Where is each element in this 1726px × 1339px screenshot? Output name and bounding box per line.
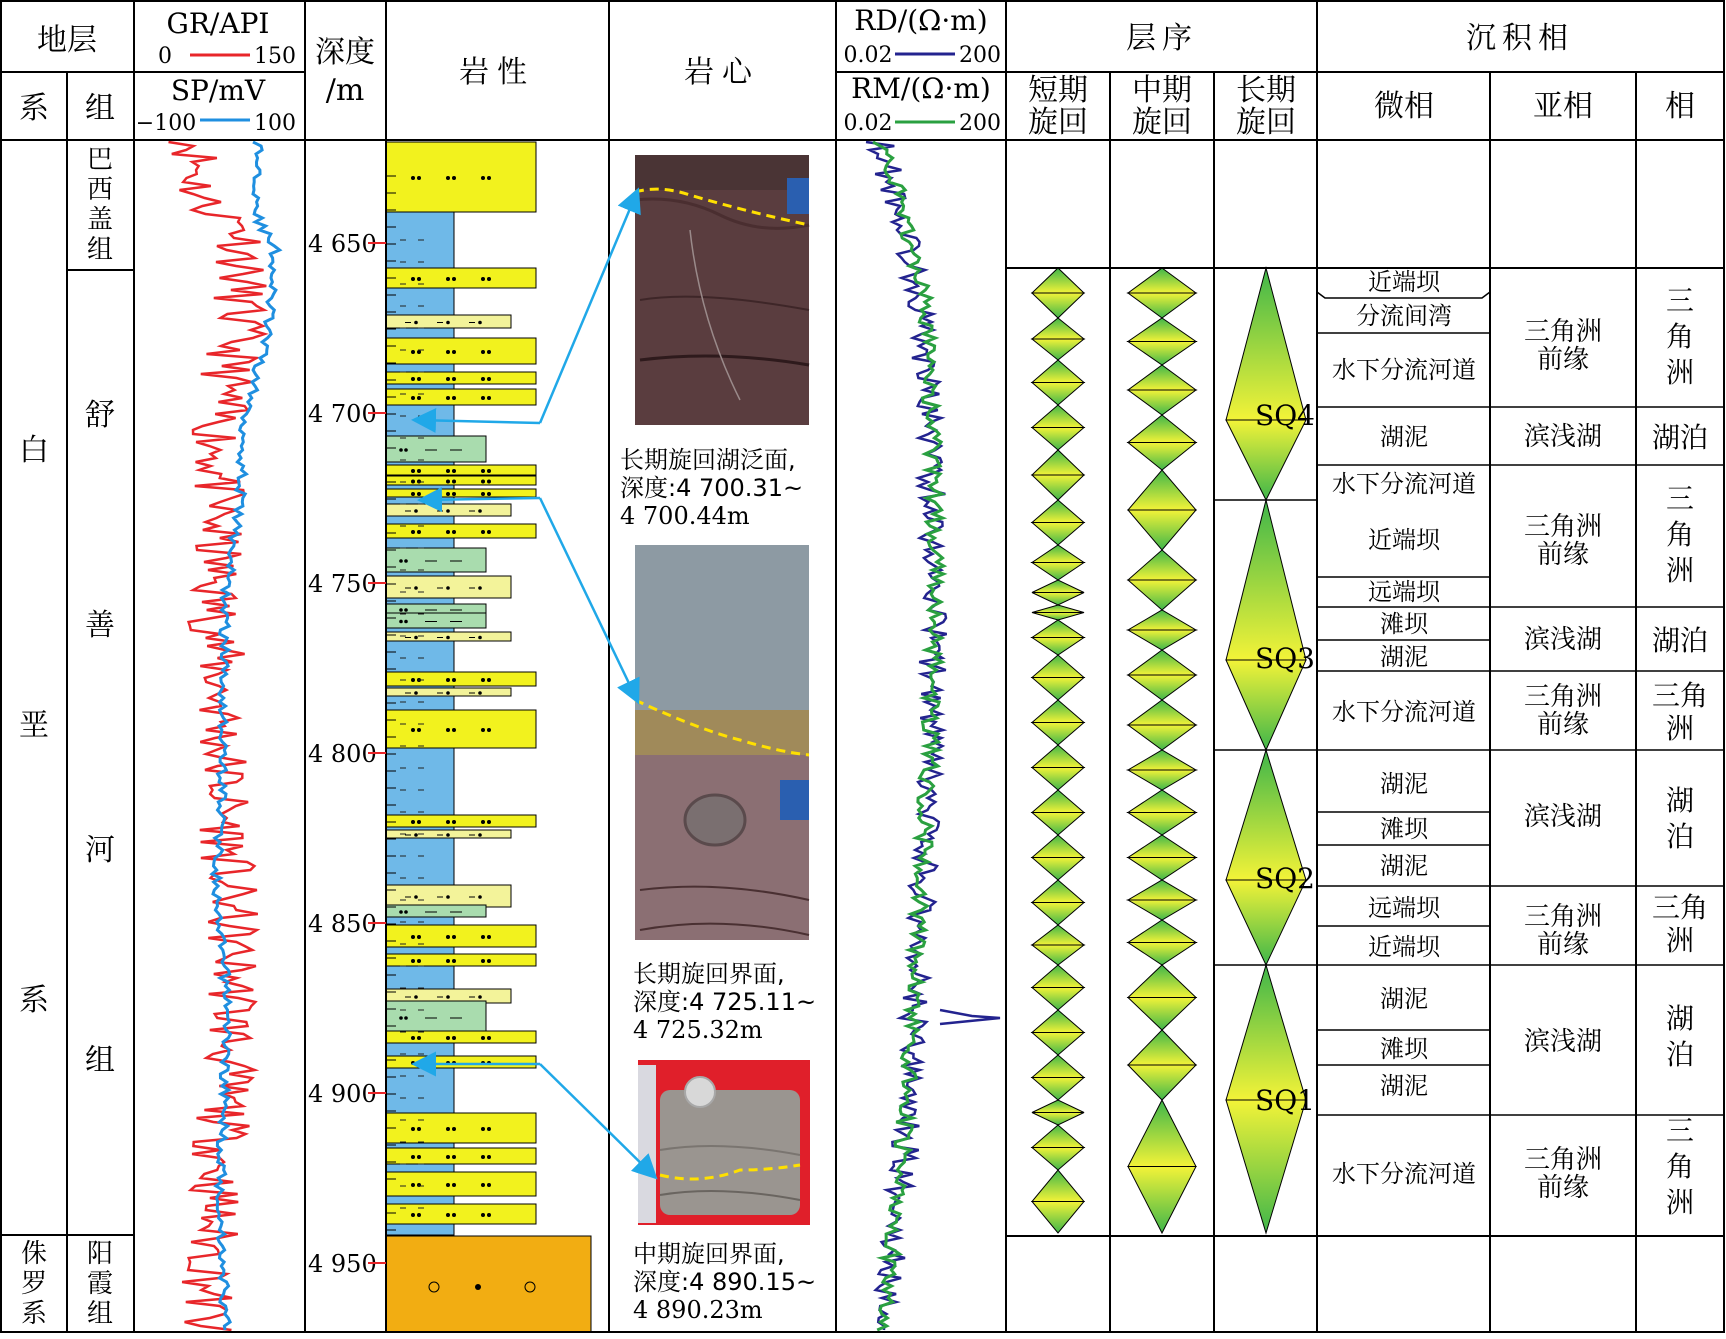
- formation-2-char-3: 河: [85, 833, 115, 868]
- sand-dot: [487, 277, 491, 281]
- system-label-1-char-3: 系: [19, 983, 49, 1018]
- microfacies-2: 分流间湾: [1356, 302, 1452, 330]
- muddy-silt-dot: [399, 559, 403, 563]
- sand-dot: [481, 1155, 485, 1159]
- sequence-label-sq4: SQ4: [1255, 399, 1315, 432]
- sp-max: 100: [254, 111, 296, 136]
- sand-dot: [487, 396, 491, 400]
- subfacies-3-line-1: 三角洲: [1523, 512, 1603, 542]
- sand-dot: [446, 492, 450, 496]
- sand-dot: [481, 492, 485, 496]
- short-cycle-header-2: 旋回: [1028, 105, 1088, 140]
- stratum-header: 地层: [37, 23, 97, 58]
- muddy-silt-dot: [404, 559, 408, 563]
- facies-3-char-1: 三: [1665, 482, 1695, 515]
- lithology-bed-30: [386, 1056, 536, 1068]
- depth-header-2: /m: [325, 73, 365, 108]
- sand-dot: [411, 1183, 415, 1187]
- sand-dot: [417, 492, 421, 496]
- microfacies-18: 湖泥: [1380, 1072, 1428, 1100]
- sand-dot: [452, 820, 456, 824]
- silt-dot: [446, 509, 450, 513]
- silt-dot: [478, 636, 482, 640]
- facies-7-line-1: 三角: [1651, 891, 1709, 924]
- core-caption-3-line-2: 深度:4 890.15~: [633, 1268, 817, 1296]
- formation-3-char-2: 霞: [86, 1269, 114, 1299]
- microfacies-header: 微相: [1374, 89, 1434, 124]
- short-cycle-header-1: 短期: [1028, 73, 1088, 108]
- subfacies-5-line-2: 前缘: [1536, 710, 1590, 740]
- facies-3-char-2: 角: [1665, 518, 1695, 551]
- sand-dot: [417, 350, 421, 354]
- depth-tick-label-4700: 4 700: [308, 400, 377, 428]
- lithology-bed-6: [386, 389, 536, 405]
- sand-dot: [411, 820, 415, 824]
- sand-dot: [487, 1127, 491, 1131]
- muddy-silt-dot: [399, 448, 403, 452]
- sand-dot: [487, 176, 491, 180]
- microfacies-12: 滩坝: [1380, 815, 1428, 843]
- silt-dot: [414, 636, 418, 640]
- sand-dot: [411, 1036, 415, 1040]
- sand-dot: [452, 1036, 456, 1040]
- long-cycle-header-1: 长期: [1236, 73, 1296, 108]
- sand-dot: [481, 820, 485, 824]
- sand-dot: [487, 935, 491, 939]
- silt-dot: [478, 586, 482, 590]
- sand-dot: [481, 1036, 485, 1040]
- sand-dot: [446, 959, 450, 963]
- sand-dot: [452, 935, 456, 939]
- muddy-silt-dot: [404, 910, 408, 914]
- rm-title: RM/(Ω·m): [851, 72, 991, 105]
- depth-tick-label-4950: 4 950: [308, 1250, 377, 1278]
- silt-dot: [446, 321, 450, 325]
- sand-dot: [411, 350, 415, 354]
- rm-min: 0.02: [843, 111, 893, 136]
- silt-dot: [414, 833, 418, 837]
- lithology-bed-10: [386, 489, 536, 497]
- sand-dot: [446, 350, 450, 354]
- sand-dot: [452, 469, 456, 473]
- silt-dot: [414, 321, 418, 325]
- silt-dot: [414, 509, 418, 513]
- rd-max: 200: [959, 43, 1001, 68]
- silt-dot: [478, 895, 482, 899]
- facies-4: 湖泊: [1651, 624, 1709, 657]
- subfacies-header: 亚相: [1533, 89, 1593, 124]
- facies-header: 相: [1665, 89, 1695, 124]
- sand-dot: [411, 678, 415, 682]
- silt-dot: [478, 833, 482, 837]
- subfacies-7-line-1: 三角洲: [1523, 902, 1603, 932]
- sand-dot: [452, 678, 456, 682]
- microfacies-13: 湖泥: [1380, 852, 1428, 880]
- subfacies-6: 滨浅湖: [1523, 802, 1603, 832]
- microfacies-8: 滩坝: [1380, 610, 1428, 638]
- core-header: 岩心: [684, 55, 760, 90]
- microfacies-4: 湖泥: [1380, 423, 1428, 451]
- sand-dot: [446, 1127, 450, 1131]
- subfacies-9-line-1: 三角洲: [1523, 1145, 1603, 1175]
- subfacies-1-line-1: 三角洲: [1523, 317, 1603, 347]
- sand-dot: [411, 176, 415, 180]
- microfacies-15: 近端坝: [1368, 933, 1440, 961]
- silt-dot: [414, 995, 418, 999]
- facies-7-line-2: 洲: [1665, 924, 1695, 957]
- formation-2-char-2: 善: [85, 608, 115, 643]
- lithology-bed-8: [386, 465, 536, 475]
- microfacies-17: 滩坝: [1380, 1035, 1428, 1063]
- core-caption-1-line-2: 深度:4 700.31~: [620, 474, 804, 502]
- lithology-bed-34: [386, 1204, 536, 1224]
- lithology-bed-29: [386, 1031, 536, 1043]
- sand-dot: [446, 176, 450, 180]
- formation-1-char-2: 西: [86, 175, 114, 205]
- sand-dot: [487, 530, 491, 534]
- facies-6-line-1: 湖: [1665, 784, 1695, 817]
- sand-dot: [446, 935, 450, 939]
- muddy-silt-dot: [399, 620, 403, 624]
- sand-dot: [417, 1127, 421, 1131]
- system-label-2-char-1: 侏: [20, 1239, 48, 1269]
- silt-dot: [478, 691, 482, 695]
- lithology-bed-20: [386, 710, 536, 748]
- sand-dot: [481, 480, 485, 484]
- sand-dot: [481, 1127, 485, 1131]
- sand-dot: [417, 820, 421, 824]
- core-caption-2-line-1: 长期旋回界面,: [633, 960, 785, 988]
- depth-tick-label-4800: 4 800: [308, 740, 377, 768]
- lithology-header: 岩性: [459, 55, 535, 90]
- sand-dot: [481, 277, 485, 281]
- facies-1-char-2: 角: [1665, 320, 1695, 353]
- formation-2-char-1: 舒: [85, 398, 115, 433]
- sand-dot: [481, 377, 485, 381]
- conglomerate-bed: [386, 1236, 591, 1332]
- sand-dot: [417, 1036, 421, 1040]
- sand-dot: [411, 277, 415, 281]
- sp-min: −100: [135, 111, 197, 136]
- lithology-bed-32: [386, 1148, 536, 1164]
- silt-dot: [478, 321, 482, 325]
- microfacies-3: 水下分流河道: [1332, 356, 1476, 384]
- sand-dot: [481, 1183, 485, 1187]
- sand-dot: [417, 959, 421, 963]
- sand-dot: [487, 480, 491, 484]
- lithology-bed-21: [386, 815, 536, 827]
- sand-dot: [487, 469, 491, 473]
- sand-dot: [411, 1155, 415, 1159]
- subfacies-2: 滨浅湖: [1523, 422, 1603, 452]
- core-photo-2: [635, 545, 809, 940]
- system-label-2-char-2: 罗: [20, 1269, 48, 1299]
- rd-title: RD/(Ω·m): [854, 4, 988, 37]
- sand-dot: [487, 728, 491, 732]
- sand-dot: [411, 1213, 415, 1217]
- sand-dot: [446, 1213, 450, 1217]
- core-caption-3-line-3: 4 890.23m: [633, 1296, 763, 1324]
- sand-dot: [452, 1183, 456, 1187]
- sand-dot: [446, 277, 450, 281]
- lithology-bed-12: [386, 524, 536, 538]
- gr-max: 150: [254, 44, 296, 69]
- sand-dot: [446, 1155, 450, 1159]
- sand-dot: [487, 1213, 491, 1217]
- silt-dot: [446, 833, 450, 837]
- sand-dot: [487, 678, 491, 682]
- lithology-bed-31: [386, 1113, 536, 1143]
- facies-6-line-2: 泊: [1665, 820, 1695, 853]
- depth-tick-label-4850: 4 850: [308, 910, 377, 938]
- facies-5-line-2: 洲: [1665, 712, 1695, 745]
- sand-dot: [487, 492, 491, 496]
- core-photo-1: [635, 155, 809, 425]
- sand-dot: [411, 728, 415, 732]
- sand-dot: [417, 277, 421, 281]
- subfacies-5-line-1: 三角洲: [1523, 682, 1603, 712]
- gr-title: GR/API: [166, 7, 270, 40]
- canvas-background: [1, 0, 1725, 1333]
- muddy-silt-dot: [399, 910, 403, 914]
- facies-1-char-3: 洲: [1665, 356, 1695, 389]
- microfacies-19: 水下分流河道: [1332, 1160, 1476, 1188]
- core-caption-1-line-1: 长期旋回湖泛面,: [620, 446, 796, 474]
- muddy-silt-dot: [404, 448, 408, 452]
- system-label-2-char-3: 系: [20, 1299, 48, 1329]
- sand-dot: [411, 959, 415, 963]
- sand-dot: [487, 959, 491, 963]
- sand-dot: [417, 1213, 421, 1217]
- sand-dot: [446, 469, 450, 473]
- sand-dot: [411, 492, 415, 496]
- sequence-label-sq3: SQ3: [1255, 642, 1315, 675]
- microfacies-14: 远端坝: [1368, 894, 1440, 922]
- silt-dot: [446, 636, 450, 640]
- core-photo-3: [638, 1060, 810, 1225]
- facies-3-char-3: 洲: [1665, 554, 1695, 587]
- sand-dot: [452, 350, 456, 354]
- sand-dot: [411, 469, 415, 473]
- microfacies-10: 水下分流河道: [1332, 698, 1476, 726]
- sand-dot: [452, 1213, 456, 1217]
- sand-dot: [417, 176, 421, 180]
- muddy-silt-dot: [404, 608, 408, 612]
- sand-dot: [481, 1213, 485, 1217]
- core-caption-3-line-1: 中期旋回界面,: [633, 1240, 785, 1268]
- formation-1-char-4: 组: [86, 235, 114, 265]
- formation-header: 组: [85, 91, 115, 126]
- sand-dot: [452, 492, 456, 496]
- subfacies-8: 滨浅湖: [1523, 1027, 1603, 1057]
- muddy-silt-dot: [399, 608, 403, 612]
- lithology-bed-1: [386, 142, 536, 212]
- facies-5-line-1: 三角: [1651, 679, 1709, 712]
- sand-dot: [452, 480, 456, 484]
- silt-dot: [446, 995, 450, 999]
- lithology-bed-4: [386, 338, 536, 364]
- sand-dot: [481, 469, 485, 473]
- silt-dot: [414, 586, 418, 590]
- silt-dot: [446, 895, 450, 899]
- subfacies-1-line-2: 前缘: [1536, 345, 1590, 375]
- gravel-dot: [475, 1284, 481, 1290]
- depth-tick-label-4900: 4 900: [308, 1080, 377, 1108]
- silt-dot: [478, 995, 482, 999]
- gr-min: 0: [158, 44, 172, 69]
- lithology-bed-18: [386, 672, 536, 686]
- microfacies-6: 近端坝: [1368, 526, 1440, 554]
- formation-1-char-1: 巴: [86, 145, 114, 175]
- sand-dot: [481, 959, 485, 963]
- subfacies-4: 滨浅湖: [1523, 625, 1603, 655]
- facies-9-char-1: 三: [1665, 1114, 1695, 1147]
- sand-dot: [411, 377, 415, 381]
- medium-cycle-header-1: 中期: [1132, 73, 1192, 108]
- sand-dot: [411, 1127, 415, 1131]
- sand-dot: [452, 530, 456, 534]
- sequence-label-sq2: SQ2: [1255, 862, 1315, 895]
- subfacies-7-line-2: 前缘: [1536, 930, 1590, 960]
- system-label-1-char-1: 白: [19, 433, 49, 468]
- sand-dot: [417, 728, 421, 732]
- sand-dot: [487, 1155, 491, 1159]
- core-caption-1-line-3: 4 700.44m: [620, 502, 750, 530]
- depth-header-1: 深度: [315, 35, 375, 70]
- muddy-silt-dot: [404, 620, 408, 624]
- sand-dot: [481, 176, 485, 180]
- system-label-1-char-2: 垩: [19, 708, 49, 743]
- microfacies-16: 湖泥: [1380, 985, 1428, 1013]
- microfacies-5: 水下分流河道: [1332, 470, 1476, 498]
- sand-dot: [417, 935, 421, 939]
- sequence-header: 层序: [1126, 21, 1198, 56]
- sand-dot: [481, 350, 485, 354]
- formation-2-char-4: 组: [85, 1043, 115, 1078]
- sand-dot: [452, 176, 456, 180]
- sand-dot: [446, 678, 450, 682]
- silt-dot: [478, 509, 482, 513]
- sand-dot: [411, 935, 415, 939]
- sand-dot: [487, 350, 491, 354]
- sand-dot: [417, 469, 421, 473]
- sand-dot: [446, 820, 450, 824]
- sand-dot: [446, 530, 450, 534]
- sand-dot: [481, 530, 485, 534]
- sand-dot: [446, 396, 450, 400]
- subfacies-9-line-2: 前缘: [1536, 1173, 1590, 1203]
- facies-8-line-2: 泊: [1665, 1038, 1695, 1071]
- sand-dot: [481, 678, 485, 682]
- sand-dot: [411, 1061, 415, 1065]
- sand-dot: [411, 480, 415, 484]
- sand-dot: [446, 728, 450, 732]
- facies-1-char-1: 三: [1665, 284, 1695, 317]
- silt-dot: [414, 691, 418, 695]
- sand-dot: [481, 728, 485, 732]
- sand-dot: [452, 1155, 456, 1159]
- sand-dot: [417, 1155, 421, 1159]
- microfacies-1: 近端坝: [1368, 268, 1440, 296]
- microfacies-11: 湖泥: [1380, 770, 1428, 798]
- sp-title: SP/mV: [170, 74, 266, 107]
- system-header: 系: [19, 91, 49, 126]
- sand-dot: [446, 377, 450, 381]
- depth-tick-label-4750: 4 750: [308, 570, 377, 598]
- lithology-bed-9: [386, 476, 536, 485]
- lithology-bed-5: [386, 372, 536, 384]
- silt-dot: [446, 586, 450, 590]
- core-caption-2-line-3: 4 725.32m: [633, 1016, 763, 1044]
- sand-dot: [487, 1036, 491, 1040]
- sand-dot: [452, 277, 456, 281]
- microfacies-7: 远端坝: [1368, 578, 1440, 606]
- formation-1-char-3: 盖: [86, 205, 114, 235]
- sand-dot: [452, 396, 456, 400]
- medium-cycle-header-2: 旋回: [1132, 105, 1192, 140]
- formation-3-char-1: 阳: [86, 1239, 114, 1269]
- sand-dot: [452, 959, 456, 963]
- facies-9-char-3: 洲: [1665, 1186, 1695, 1219]
- lithology-bed-25: [386, 925, 536, 947]
- muddy-silt-dot: [399, 1016, 403, 1020]
- facies-8-line-1: 湖: [1665, 1002, 1695, 1035]
- sand-dot: [452, 1127, 456, 1131]
- sand-dot: [446, 1036, 450, 1040]
- lithology-bed-26: [386, 954, 536, 966]
- facies-group-header: 沉积相: [1466, 21, 1574, 56]
- silt-dot: [446, 691, 450, 695]
- sand-dot: [446, 480, 450, 484]
- sequence-label-sq1: SQ1: [1255, 1084, 1315, 1117]
- silt-dot: [414, 895, 418, 899]
- microfacies-9: 湖泥: [1380, 643, 1428, 671]
- sand-dot: [487, 1183, 491, 1187]
- sand-dot: [411, 396, 415, 400]
- sand-dot: [417, 396, 421, 400]
- sand-dot: [417, 377, 421, 381]
- sand-dot: [411, 530, 415, 534]
- formation-3-char-3: 组: [86, 1299, 114, 1329]
- sand-dot: [487, 820, 491, 824]
- muddy-silt-dot: [404, 1016, 408, 1020]
- sand-dot: [452, 728, 456, 732]
- sand-dot: [446, 1183, 450, 1187]
- sand-dot: [481, 935, 485, 939]
- rd-min: 0.02: [843, 43, 893, 68]
- facies-9-char-2: 角: [1665, 1150, 1695, 1183]
- lithology-bed-33: [386, 1172, 536, 1196]
- facies-2: 湖泊: [1651, 421, 1709, 454]
- subfacies-3-line-2: 前缘: [1536, 540, 1590, 570]
- rm-max: 200: [959, 111, 1001, 136]
- sand-dot: [481, 396, 485, 400]
- sand-dot: [487, 377, 491, 381]
- sand-dot: [452, 377, 456, 381]
- core-caption-2-line-2: 深度:4 725.11~: [633, 988, 817, 1016]
- long-cycle-header-2: 旋回: [1236, 105, 1296, 140]
- depth-tick-label-4650: 4 650: [308, 230, 377, 258]
- lithology-bed-2: [386, 268, 536, 288]
- sand-dot: [417, 530, 421, 534]
